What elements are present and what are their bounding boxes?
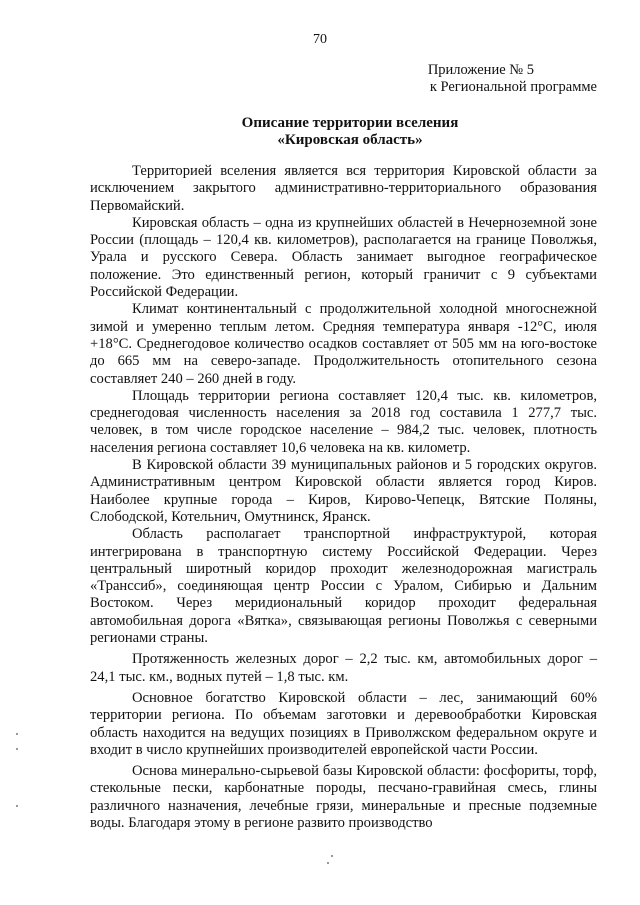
paragraph-minerals: Основа минерально-сырьевой базы Кировской области: фосфориты, торф, стекольные пески, карбонатные породы, песчано-гравийная смесь, глины различного назначения, лечебные грязи, минеральные и пресные подземные воды. Благодаря этому в регионе развито производство	[90, 763, 597, 831]
document-body	[90, 163, 597, 832]
appendix-reference: к Региональной программе	[429, 79, 597, 95]
scan-speck	[331, 855, 333, 857]
title-line-2: «Кировская область»	[277, 132, 423, 148]
scan-speck	[16, 805, 18, 807]
paragraph-roads: Протяженность железных дорог – 2,2 тыс. км, автомобильных дорог – 24,1 тыс. км., водных путей – 1,8 тыс. км.	[90, 651, 597, 685]
scan-speck	[16, 748, 18, 750]
appendix-number: Приложение № 5	[427, 62, 534, 78]
scan-speck	[327, 862, 329, 864]
document-title	[0, 115, 640, 149]
title-line-1: Описание территории вселения	[241, 115, 459, 131]
paragraph-territory: Территорией вселения является вся территория Кировской области за исключением закрытого административно-территориального образования Первомайский.	[90, 163, 597, 214]
paragraph-forest: Основное богатство Кировской области – лес, занимающий 60% территории региона. По объемам заготовки и деревообработки Кировская область находится на ведущих позициях в Приволжском федеральном округе и входит в число крупнейших производителей европейской части России.	[90, 689, 597, 758]
appendix-header	[428, 62, 597, 96]
page-number: 70	[313, 32, 327, 47]
paragraph-transport: Область располагает транспортной инфраструктурой, которая интегрирована в транспортную систему Российской Федерации. Через центральный широтный коридор проходит железнодорожная магистраль «Транссиб», соединяющая центр России с Уралом, Сибирью и Дальним Востоком. Через меридиональный коридор проходит федеральная автомобильная дорога «Вятка», связывающая регионы Поволжья с северными регионами страны.	[90, 526, 597, 647]
paragraph-location: Кировская область – одна из крупнейших областей в Нечерноземной зоне России (площадь – 120,4 кв. километров), располагается на границе Поволжья, Урала и русского Севера. Область занимает выгодное географическое положение. Это единственный регион, который граничит с 9 субъектами Российской Федерации.	[90, 214, 597, 301]
paragraph-climate: Климат континентальный с продолжительной холодной многоснежной зимой и умеренно теплым летом. Средняя температура января -12°С, июля +18°С. Среднегодовое количество осадков составляет от 505 мм на юго-востоке до 665 мм на северо-западе. Продолжительность отопительного сезона составляет 240 – 260 дней в году.	[90, 301, 597, 387]
scan-speck	[16, 733, 18, 735]
paragraph-population: Площадь территории региона составляет 120,4 тыс. кв. километров, среднегодовая численность населения за 2018 год составила 1 277,7 тыс. человек, в том числе городское население – 984,2 тыс. человек, плотность населения региона составляет 10,6 человека на кв. километр.	[90, 387, 597, 456]
paragraph-municipalities: В Кировской области 39 муниципальных районов и 5 городских округов. Административным центром Кировской области является город Киров. Наиболее крупные города – Киров, Кирово-Чепецк, Вятские Поляны, Слободской, Котельнич, Омутнинск, Яранск.	[90, 457, 597, 525]
